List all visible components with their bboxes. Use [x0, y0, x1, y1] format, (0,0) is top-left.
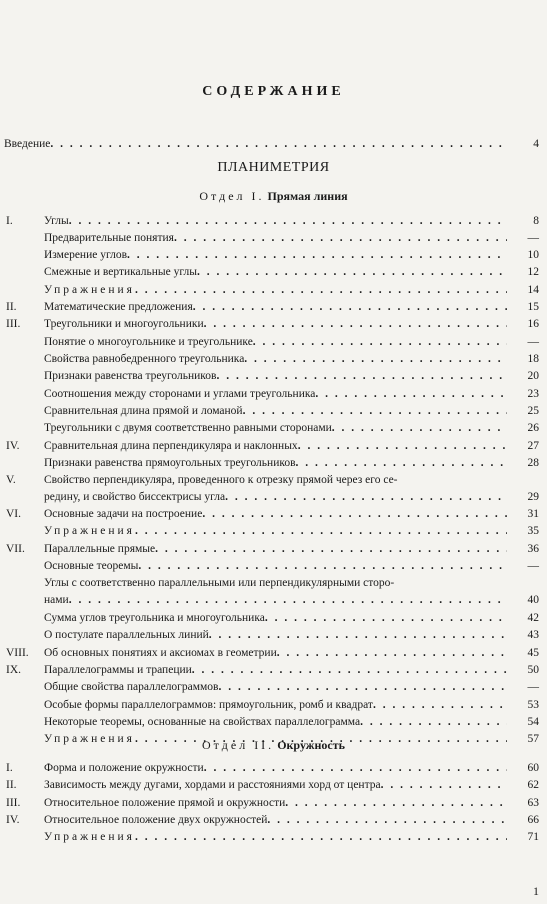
toc-entry-text: Треугольники с двумя соответственно равными сторонами [44, 422, 332, 434]
toc-page: 29 [527, 491, 539, 503]
toc-entry-text: Соотношения между сторонами и углами треугольника [44, 388, 316, 400]
toc-leader [50, 136, 507, 152]
toc-entry-text: Форма и положение окружности [44, 762, 204, 774]
toc-leader [209, 627, 507, 643]
toc-leader [225, 489, 507, 505]
toc-entry-text: Относительное положение двух окружностей [44, 814, 268, 826]
toc-leader [381, 777, 507, 793]
toc-entry-text: Основные задачи на построение [44, 508, 203, 520]
toc-page: 16 [527, 318, 539, 330]
toc-entry-text: Углы с соответственно параллельными или перпендикулярными сторо- [44, 577, 395, 589]
toc-entry-number: II. [6, 301, 17, 313]
toc-entry-text: Упражнения [44, 831, 135, 843]
toc-entry-text: Параллельные прямые [44, 543, 156, 555]
toc-entry-number: III. [6, 797, 21, 809]
toc-leader [296, 455, 507, 471]
toc-leader [127, 247, 507, 263]
toc-page: 42 [527, 612, 539, 624]
toc-entry-text: Введение [4, 138, 51, 150]
toc-page: 35 [527, 525, 539, 537]
toc-entry-text-cont: нами [44, 594, 69, 606]
toc-page: 25 [527, 405, 539, 417]
toc-entry-number: VI. [6, 508, 22, 520]
toc-leader [155, 541, 507, 557]
toc-entry-text: Некоторые теоремы, основанные на свойствах параллелограмма [44, 716, 361, 728]
toc-leader [204, 760, 507, 776]
toc-entry-number: VIII. [6, 647, 29, 659]
toc-page: 50 [527, 664, 539, 676]
toc-page: 60 [527, 762, 539, 774]
toc-leader [373, 697, 507, 713]
toc-entry-text: Измерение углов [44, 249, 128, 261]
toc-entry-text: Параллелограммы и трапеции [44, 664, 192, 676]
toc-entry-text: Признаки равенства треугольников [44, 370, 217, 382]
toc-page: — [527, 336, 539, 348]
toc-leader [202, 506, 507, 522]
toc-entry-text: Основные теоремы [44, 560, 139, 572]
toc-entry-text: Понятие о многоугольнике и треугольнике [44, 336, 253, 348]
toc-page: 40 [527, 594, 539, 606]
toc-page: 28 [527, 457, 539, 469]
toc-entry-text: Треугольники и многоугольники [44, 318, 204, 330]
section-name: Прямая линия [267, 189, 348, 203]
toc-page: — [527, 232, 539, 244]
toc-entry-text: Упражнения [44, 284, 135, 296]
toc-page: 71 [527, 831, 539, 843]
toc-leader [265, 610, 507, 626]
toc-page: 26 [527, 422, 539, 434]
toc-page: 62 [527, 779, 539, 791]
toc-entry-number: III. [6, 318, 21, 330]
toc-entry-text: Особые формы параллелограммов: прямоугольник, ромб и квадрат [44, 699, 373, 711]
toc-leader [243, 403, 507, 419]
toc-leader [204, 316, 507, 332]
toc-page: 10 [527, 249, 539, 261]
toc-entry-text: Зависимость между дугами, хордами и расстояниями хорд от центра [44, 779, 381, 791]
toc-page: 66 [527, 814, 539, 826]
toc-page: 18 [527, 353, 539, 365]
toc-entry-text: Об основных понятиях и аксиомах в геометрии [44, 647, 277, 659]
toc-page: 63 [527, 797, 539, 809]
toc-entry-text: Сравнительная длина прямой и ломаной [44, 405, 243, 417]
toc-page: 23 [527, 388, 539, 400]
toc-entry-number: I. [6, 762, 13, 774]
toc-leader [244, 351, 507, 367]
section-heading [0, 189, 547, 204]
toc-page: — [527, 681, 539, 693]
toc-page: 45 [527, 647, 539, 659]
page-number: 1 [533, 884, 539, 898]
toc-entry-text: Относительное положение прямой и окружности [44, 797, 286, 809]
toc-page: 43 [527, 629, 539, 641]
toc-leader [135, 829, 507, 845]
toc-page: 53 [527, 699, 539, 711]
toc-entry-number: IV. [6, 440, 20, 452]
toc-page: 36 [527, 543, 539, 555]
toc-entry-number: VII. [6, 543, 25, 555]
toc-entry-text: Математические предложения [44, 301, 193, 313]
toc-leader [267, 812, 507, 828]
section-otdel: Отдел I. [199, 189, 265, 203]
toc-leader [218, 679, 507, 695]
section-otdel: Отдел II. [202, 738, 275, 752]
toc-leader [315, 386, 507, 402]
toc-entry-text: Смежные и вертикальные углы [44, 266, 197, 278]
toc-leader [135, 523, 507, 539]
toc-leader [69, 592, 507, 608]
toc-page: 14 [527, 284, 539, 296]
toc-leader [135, 731, 507, 747]
toc-entry-text: Признаки равенства прямоугольных треугольников [44, 457, 296, 469]
toc-page: 12 [527, 266, 539, 278]
toc-entry-text: Свойство перпендикуляра, проведенного к отрезку прямой через его се- [44, 474, 398, 486]
toc-page: 4 [533, 138, 539, 150]
toc-entry-text: Углы [44, 215, 69, 227]
part-title: ПЛАНИМЕТРИЯ [217, 160, 330, 175]
toc-leader [174, 230, 507, 246]
toc-page: 54 [527, 716, 539, 728]
toc-page: — [527, 560, 539, 572]
toc-entry-text: Предварительные понятия [44, 232, 174, 244]
toc-page: 31 [527, 508, 539, 520]
toc-leader [135, 282, 507, 298]
toc-leader [253, 334, 507, 350]
toc-entry-number: V. [6, 474, 16, 486]
toc-leader [216, 368, 507, 384]
section-name: Окружность [277, 738, 345, 752]
toc-page: 15 [527, 301, 539, 313]
toc-entry-text: О постулате параллельных линий [44, 629, 209, 641]
toc-page: 27 [527, 440, 539, 452]
toc-leader [285, 795, 507, 811]
toc-entry-number: IX. [6, 664, 22, 676]
toc-page: 57 [527, 733, 539, 745]
toc-leader [193, 299, 507, 315]
toc-page: 8 [533, 215, 539, 227]
toc-entry-number: I. [6, 215, 13, 227]
toc-entry-text-cont: редину, и свойство биссектрисы угла [44, 491, 226, 503]
toc-entry-number: IV. [6, 814, 20, 826]
toc-entry-text: Сумма углов треугольника и многоугольника [44, 612, 265, 624]
toc-leader [298, 438, 507, 454]
toc-page: 20 [527, 370, 539, 382]
toc-leader [69, 213, 507, 229]
toc-leader [277, 645, 507, 661]
toc-leader [332, 420, 507, 436]
toc-entry-text: Общие свойства параллелограммов [44, 681, 219, 693]
toc-entry-number: II. [6, 779, 17, 791]
toc-entry-text: Упражнения [44, 733, 135, 745]
toc-leader [138, 558, 507, 574]
toc-entry-text: Упражнения [44, 525, 135, 537]
toc-entry-text: Сравнительная длина перпендикуляра и наклонных [44, 440, 298, 452]
toc-leader [197, 264, 507, 280]
toc-entry-text: Свойства равнобедренного треугольника [44, 353, 245, 365]
page-title: СОДЕРЖАНИЕ [202, 84, 345, 99]
toc-leader [360, 714, 507, 730]
toc-leader [192, 662, 507, 678]
